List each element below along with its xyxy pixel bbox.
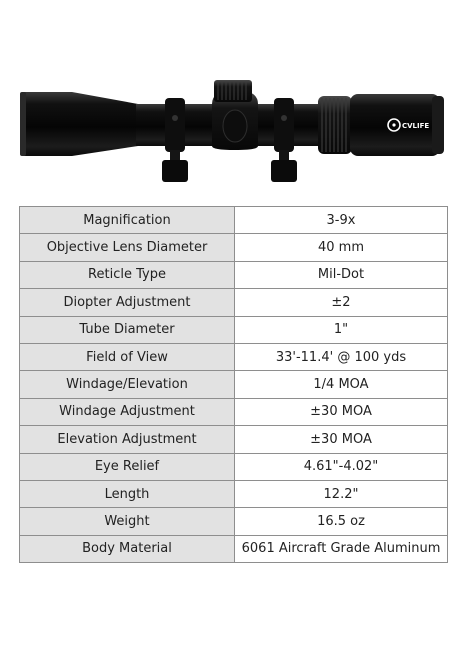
spec-value: 12.2": [235, 480, 448, 507]
spec-value: 1": [235, 316, 448, 343]
spec-row: [20, 480, 448, 507]
spec-label: Elevation Adjustment: [20, 426, 235, 453]
spec-value: 1/4 MOA: [235, 371, 448, 398]
spec-row: [20, 343, 448, 370]
spec-value: Mil-Dot: [235, 261, 448, 288]
rifle-scope-illustration: [0, 0, 465, 200]
spec-label: Field of View: [20, 343, 235, 370]
windage-turret: [223, 110, 247, 142]
spec-value: ±30 MOA: [235, 426, 448, 453]
spec-row: [20, 535, 448, 562]
spec-value: 33'-11.4' @ 100 yds: [235, 343, 448, 370]
spec-row: [20, 316, 448, 343]
spec-label: Windage/Elevation: [20, 371, 235, 398]
spec-label: Length: [20, 480, 235, 507]
spec-table: [19, 206, 448, 563]
spec-row: [20, 371, 448, 398]
spec-value: 16.5 oz: [235, 508, 448, 535]
spec-row: [20, 289, 448, 316]
spec-row: [20, 398, 448, 425]
spec-label: Magnification: [20, 207, 235, 234]
spec-value: 6061 Aircraft Grade Aluminum: [235, 535, 448, 562]
spec-row: [20, 234, 448, 261]
magnification-ring: [318, 96, 352, 154]
scope-ring-rear: [271, 98, 297, 182]
spec-row: [20, 426, 448, 453]
spec-row: [20, 207, 448, 234]
spec-label: Diopter Adjustment: [20, 289, 235, 316]
product-image-scope: [0, 0, 465, 200]
objective-bell: [22, 92, 138, 156]
scope-ring-front: [162, 98, 188, 182]
spec-label: Tube Diameter: [20, 316, 235, 343]
spec-label: Body Material: [20, 535, 235, 562]
spec-value: 3-9x: [235, 207, 448, 234]
spec-label: Windage Adjustment: [20, 398, 235, 425]
spec-value: 40 mm: [235, 234, 448, 261]
spec-row: [20, 261, 448, 288]
spec-label: Reticle Type: [20, 261, 235, 288]
brand-logo-text: CVLIFE: [402, 122, 430, 130]
spec-value: ±2: [235, 289, 448, 316]
spec-row: [20, 453, 448, 480]
spec-label: Eye Relief: [20, 453, 235, 480]
spec-label: Objective Lens Diameter: [20, 234, 235, 261]
spec-value: ±30 MOA: [235, 398, 448, 425]
spec-row: [20, 508, 448, 535]
spec-label: Weight: [20, 508, 235, 535]
spec-value: 4.61"-4.02": [235, 453, 448, 480]
